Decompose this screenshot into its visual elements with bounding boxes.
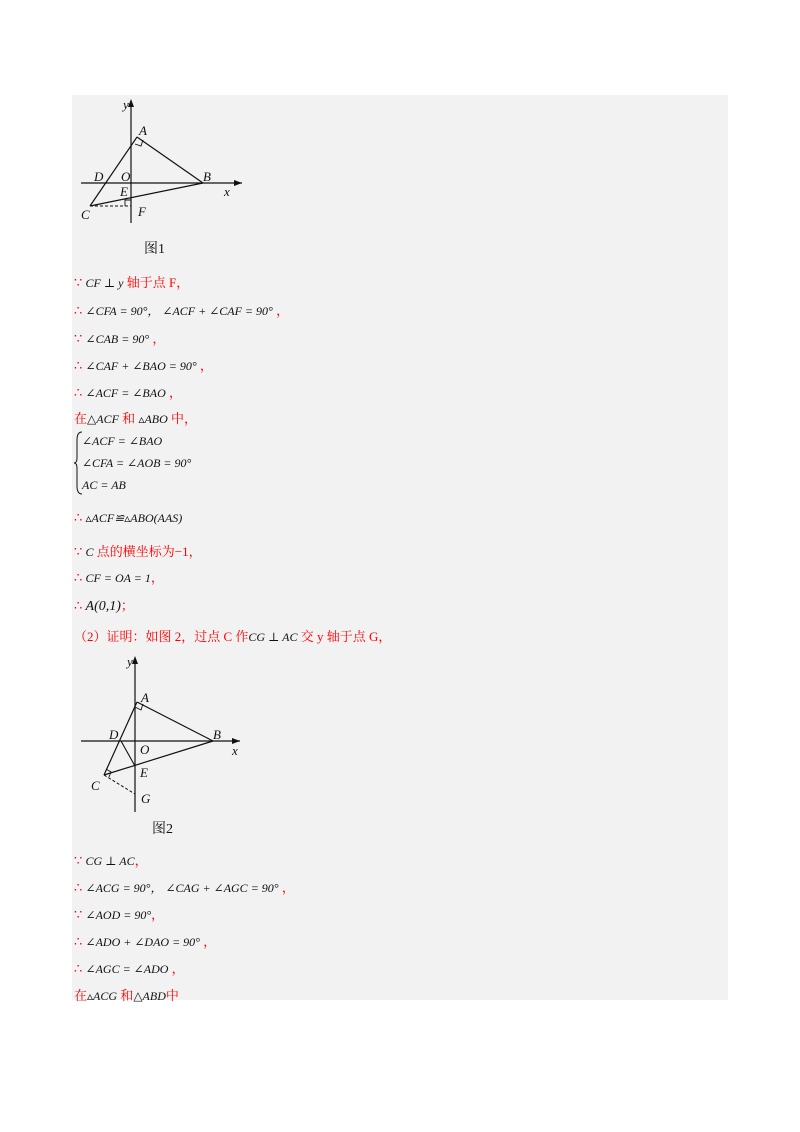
- svg-text:B: B: [213, 727, 221, 742]
- svg-text:F: F: [138, 204, 146, 219]
- svg-text:O: O: [140, 742, 150, 757]
- proof-line-15: ∴ ∠ADO + ∠DAO = 90° ，: [74, 934, 217, 949]
- proof-line-11: （2）证明：如图 2，过点 C 作CG ⊥ AC 交 y 轴于点 G，: [74, 629, 392, 644]
- proof-line-17: 在▵ACG 和△ABD中: [74, 988, 179, 1003]
- figure-1-caption: 图1: [144, 242, 165, 257]
- proof-line-16: ∴ ∠AGC = ∠ADO ，: [74, 961, 185, 976]
- proof-line-9: ∴ CF = OA = 1，: [74, 570, 164, 585]
- svg-text:A: A: [139, 123, 147, 138]
- proof-line-7: ∴ ▵ACF≌▵ABO(AAS): [74, 510, 183, 525]
- proof-line-5: ∴ ∠ACF = ∠BAO ，: [74, 385, 182, 400]
- svg-text:D: D: [94, 169, 104, 184]
- svg-text:E: E: [140, 765, 148, 780]
- proof-line-14: ∵ ∠AOD = 90°，: [74, 907, 165, 922]
- svg-text:B: B: [203, 169, 211, 184]
- proof-line-3: ∵ ∠CAB = 90° ，: [74, 331, 166, 346]
- svg-text:G: G: [141, 791, 151, 806]
- condition-1: ∠ACF = ∠BAO: [82, 434, 163, 448]
- condition-2: ∠CFA = ∠AOB = 90°: [82, 456, 192, 470]
- figure-2-caption: 图2: [152, 822, 173, 837]
- figure-2-diagram: [72, 650, 257, 815]
- proof-line-10: ∴ A(0,1)；: [74, 598, 134, 614]
- proof-line-8: ∵ C 点的横坐标为−1，: [74, 544, 202, 559]
- proof-line-2: ∴ ∠CFA = 90°， ∠ACF + ∠CAF = 90° ，: [74, 303, 290, 318]
- proof-line-1: ∵ CF ⊥ y 轴于点 F，: [74, 275, 190, 290]
- svg-text:C: C: [91, 778, 100, 793]
- svg-text:y: y: [127, 654, 133, 669]
- svg-text:D: D: [109, 727, 119, 742]
- svg-text:C: C: [81, 207, 90, 222]
- figure-1-diagram: [72, 95, 252, 230]
- svg-text:A: A: [141, 690, 149, 705]
- proof-line-13: ∴ ∠ACG = 90°， ∠CAG + ∠AGC = 90° ，: [74, 880, 295, 895]
- proof-line-12: ∵ CG ⊥ AC，: [74, 853, 148, 868]
- proof-line-6: 在△ACF 和 ▵ABO 中，: [74, 411, 198, 426]
- svg-text:x: x: [232, 743, 238, 758]
- svg-text:y: y: [123, 97, 129, 112]
- proof-line-4: ∴ ∠CAF + ∠BAO = 90° ，: [74, 358, 213, 373]
- svg-text:x: x: [224, 184, 230, 199]
- svg-text:O: O: [121, 169, 131, 184]
- condition-3: AC = AB: [82, 478, 126, 492]
- svg-text:E: E: [120, 184, 128, 199]
